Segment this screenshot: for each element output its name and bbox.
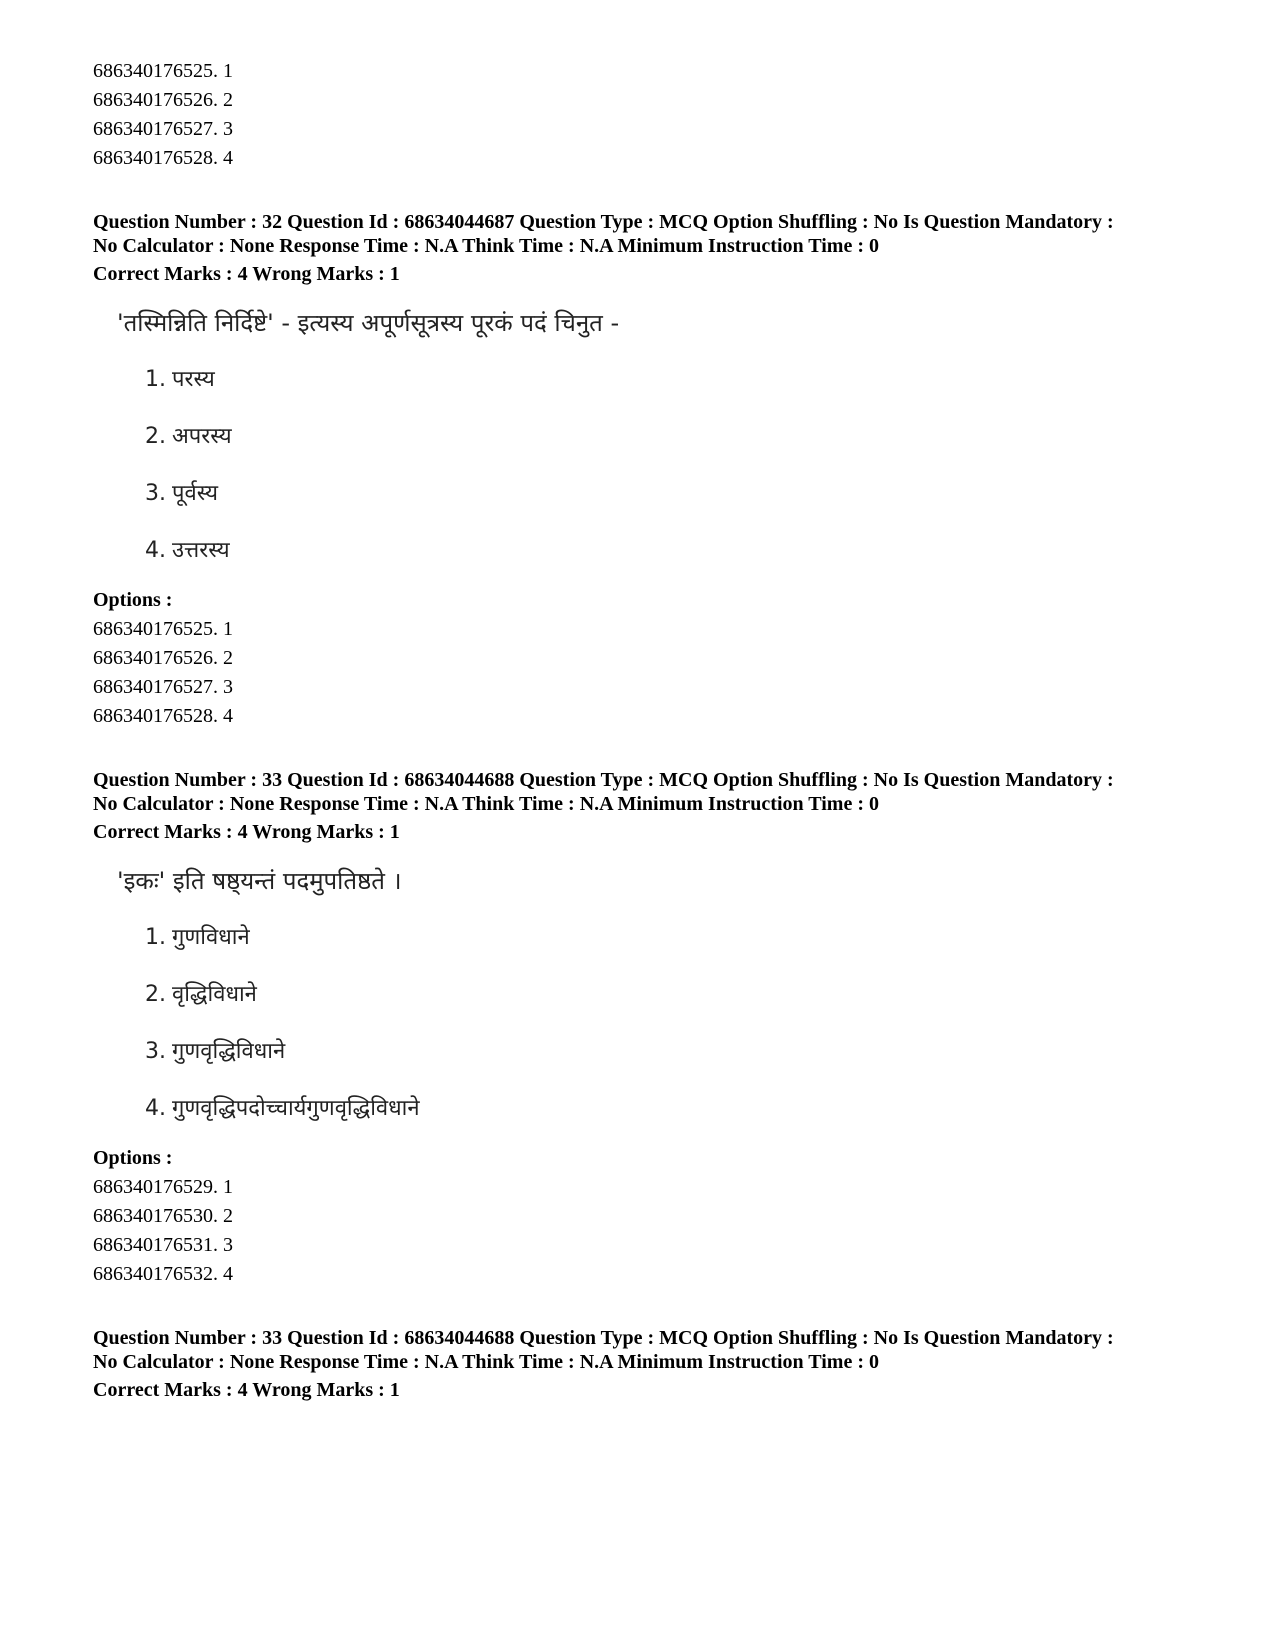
choice-text: गुणवृद्धिविधाने	[172, 1039, 286, 1064]
option-id: 686340176525. 1	[93, 618, 233, 640]
option-id: 686340176532. 4	[93, 1263, 233, 1285]
question-block	[93, 210, 1203, 731]
choice-number: 4.	[145, 1096, 166, 1121]
choice-text: अपरस्य	[172, 424, 232, 449]
option-id: 686340176527. 3	[93, 676, 233, 698]
choice	[145, 1037, 1203, 1067]
question-image	[117, 866, 1203, 1124]
question-meta: Question Number : 32 Question Id : 68634044687 Question Type : MCQ Option Shuffling : No Is Question Mandatory :	[93, 211, 1114, 233]
option-id: 686340176528. 4	[93, 705, 233, 727]
choice	[145, 422, 1203, 452]
choice-number: 1.	[145, 925, 166, 950]
choice-text: गुणवृद्धिपदोच्चार्यगुणवृद्धिविधाने	[172, 1096, 420, 1121]
question-marks: Correct Marks : 4 Wrong Marks : 1	[93, 263, 400, 285]
option-id: 686340176529. 1	[93, 1176, 233, 1198]
choice-number: 1.	[145, 367, 166, 392]
choice-number: 4.	[145, 538, 166, 563]
choice	[145, 923, 1203, 953]
choice	[145, 536, 1203, 566]
question-meta: Question Number : 33 Question Id : 68634044688 Question Type : MCQ Option Shuffling : No Is Question Mandatory :	[93, 1327, 1114, 1349]
question-text: 'इकः' इति षष्ठ्यन्तं पदमुपतिष्ठते ।	[117, 867, 402, 895]
question-block	[93, 768, 1203, 1289]
choice-text: उत्तरस्य	[172, 538, 230, 563]
question-marks: Correct Marks : 4 Wrong Marks : 1	[93, 821, 400, 843]
choice-text: पूर्वस्य	[172, 481, 219, 506]
choice	[145, 365, 1203, 395]
choice-number: 3.	[145, 1039, 166, 1064]
choice-text: परस्य	[172, 367, 215, 392]
option-id: 686340176525. 1	[93, 60, 233, 82]
question-meta: No Calculator : None Response Time : N.A Think Time : N.A Minimum Instruction Time : 0	[93, 1351, 879, 1373]
choice-number: 2.	[145, 424, 166, 449]
choice-text: गुणविधाने	[172, 925, 250, 950]
choice	[145, 1094, 1203, 1124]
choice-text: वृद्धिविधाने	[172, 982, 257, 1007]
choice-number: 3.	[145, 481, 166, 506]
option-id: 686340176531. 3	[93, 1234, 233, 1256]
choice	[145, 479, 1203, 509]
choice	[145, 980, 1203, 1010]
question-meta: No Calculator : None Response Time : N.A Think Time : N.A Minimum Instruction Time : 0	[93, 235, 879, 257]
choice-number: 2.	[145, 982, 166, 1007]
question-block	[93, 1326, 1203, 1402]
option-id: 686340176526. 2	[93, 89, 233, 111]
options-label: Options :	[93, 589, 173, 611]
question-image	[117, 308, 1203, 566]
options-label: Options :	[93, 1147, 173, 1169]
document-page	[93, 57, 1203, 1402]
question-meta: No Calculator : None Response Time : N.A Think Time : N.A Minimum Instruction Time : 0	[93, 793, 879, 815]
question-text: 'तस्मिन्निति निर्दिष्टे' - इत्यस्य अपूर्णसूत्रस्य पूरकं पदं चिनुत -	[117, 309, 620, 337]
options-list	[93, 57, 1203, 173]
option-id: 686340176530. 2	[93, 1205, 233, 1227]
option-id: 686340176528. 4	[93, 147, 233, 169]
option-id: 686340176527. 3	[93, 118, 233, 140]
option-id: 686340176526. 2	[93, 647, 233, 669]
question-marks: Correct Marks : 4 Wrong Marks : 1	[93, 1379, 400, 1401]
question-meta: Question Number : 33 Question Id : 68634044688 Question Type : MCQ Option Shuffling : No Is Question Mandatory :	[93, 769, 1114, 791]
